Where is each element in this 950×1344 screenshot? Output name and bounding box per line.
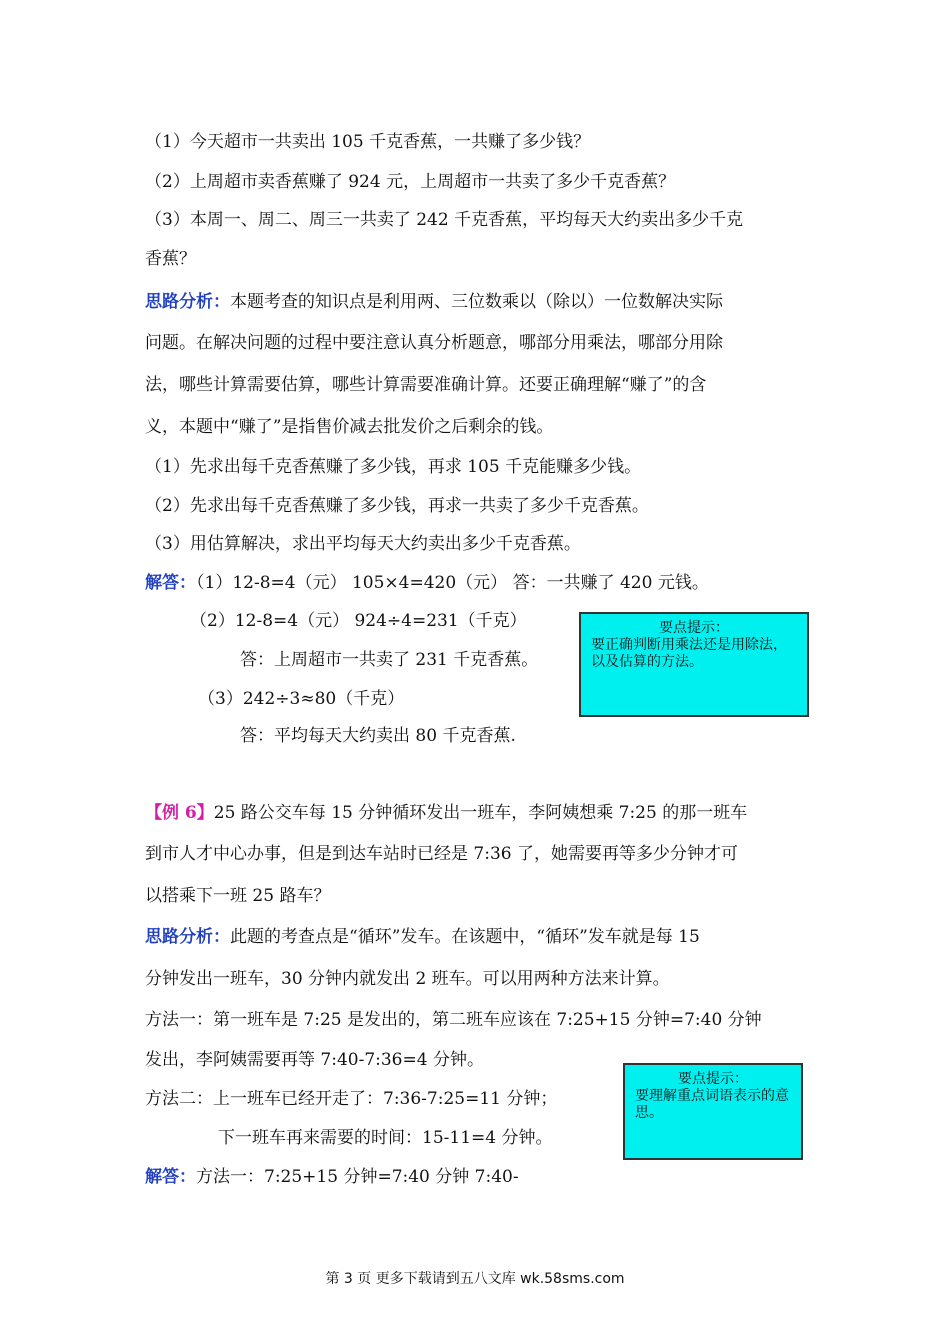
analysis-1-line-2: 问题。在解决问题的过程中要注意认真分析题意，哪部分用乘法，哪部分用除 [145,333,723,353]
analysis-label: 思路分析： [145,292,230,312]
answer-1-line-2-answer: 答：上周超市一共卖了 231 千克香蕉。 [240,650,539,670]
analysis-1-step-2: （2）先求出每千克香蕉赚了多少钱，再求一共卖了多少千克香蕉。 [145,496,649,516]
answer-text: （1）12-8=4（元） 105×4=420（元） 答：一共赚了 420 元钱。 [196,573,709,593]
analysis-text: 此题的考查点是“循环”发车。在该题中，“循环”发车就是每 15 [230,927,700,947]
tip-box-2 [623,1063,803,1160]
analysis-1-step-1: （1）先求出每千克香蕉赚了多少钱，再求 105 千克能赚多少钱。 [145,457,642,477]
tip-body: 要正确判断用乘法还是用除法，以及估算的方法。 [591,637,787,670]
analysis-2-line-1 [145,925,700,949]
answer-text: 方法一：7:25+15 分钟=7:40 分钟 7:40- [196,1167,519,1187]
answer-1-line-3-answer: 答：平均每天大约卖出 80 千克香蕉. [240,726,516,746]
example-6-line-1 [145,801,747,825]
example-6-line-2: 到市人才中心办事，但是到达车站时已经是 7:36 了，她需要再等多少分钟才可 [145,844,738,864]
answer-1-line-1 [145,571,709,595]
analysis-2-line-2: 分钟发出一班车，30 分钟内就发出 2 班车。可以用两种方法来计算。 [145,969,670,989]
tip-box-1 [579,612,809,717]
analysis-1-line-1 [145,290,723,314]
example-text: 25 路公交车每 15 分钟循环发出一班车，李阿姨想乘 7:25 的那一班车 [213,803,748,823]
tip-title: 要点提示： [659,620,729,636]
question-3-line-1: （3）本周一、周二、周三一共卖了 242 千克香蕉，平均每天大约卖出多少千克 [145,210,744,230]
analysis-label: 思路分析： [145,927,230,947]
example-label: 【例 6】 [145,803,214,823]
method-1-line-2: 发出，李阿姨需要再等 7:40-7:36=4 分钟。 [145,1050,484,1070]
method-1-line-1: 方法一：第一班车是 7:25 是发出的，第二班车应该在 7:25+15 分钟=7:40 分钟 [145,1010,762,1030]
answer-label: 解答： [145,1167,196,1187]
answer-1-line-3: （3）242÷3≈80（千克） [198,689,405,709]
tip-body: 要理解重点词语表示的意思。 [635,1088,789,1121]
example-6-line-3: 以搭乘下一班 25 路车？ [145,886,331,906]
method-2-line-2: 下一班车再来需要的时间：15-11=4 分钟。 [218,1128,553,1148]
answer-2-line [145,1165,519,1189]
answer-label: 解答： [145,573,196,593]
question-1: （1）今天超市一共卖出 105 千克香蕉，一共赚了多少钱？ [145,132,591,152]
question-2: （2）上周超市卖香蕉赚了 924 元，上周超市一共卖了多少千克香蕉？ [145,172,676,192]
question-3-line-2: 香蕉？ [145,249,196,269]
page-footer: 第 3 页 更多下载请到五八文库 wk.58sms.com [325,1271,625,1287]
analysis-1-line-4: 义，本题中“赚了”是指售价减去批发价之后剩余的钱。 [145,417,554,437]
analysis-1-line-3: 法，哪些计算需要估算，哪些计算需要准确计算。还要正确理解“赚了”的含 [145,375,707,395]
answer-1-line-2: （2）12-8=4（元） 924÷4=231（千克） [190,611,527,631]
analysis-1-step-3: （3）用估算解决，求出平均每天大约卖出多少千克香蕉。 [145,534,581,554]
method-2-line-1: 方法二：上一班车已经开走了：7:36-7:25=11 分钟； [145,1089,558,1109]
analysis-text: 本题考查的知识点是利用两、三位数乘以（除以）一位数解决实际 [230,292,723,312]
tip-title: 要点提示： [678,1071,748,1087]
